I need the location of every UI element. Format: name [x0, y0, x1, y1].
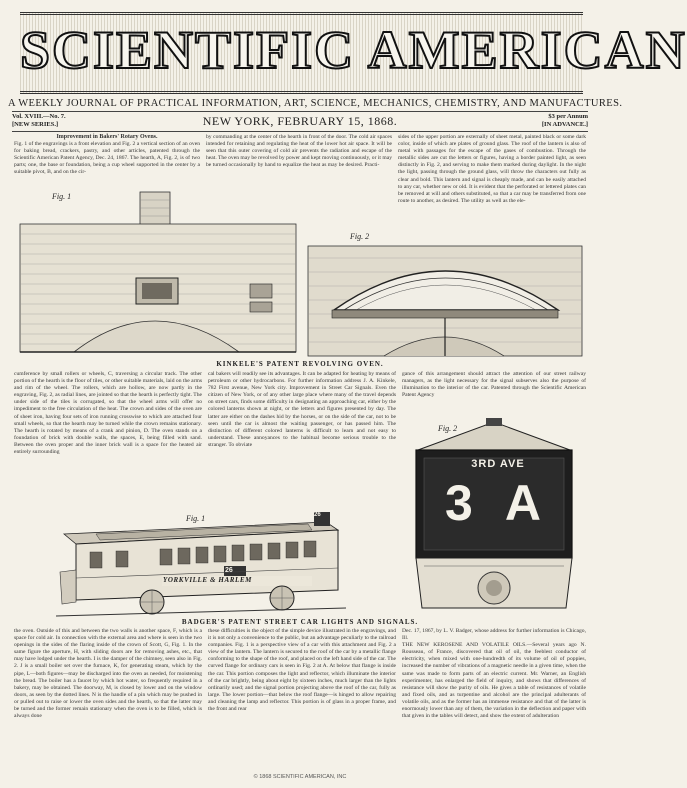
- middle-column-3: [402, 371, 586, 415]
- oven-section-figure: [304, 226, 586, 358]
- series-label: [NEW SERIES.]: [12, 121, 59, 128]
- volume-number: Vol. XVIII.—No. 7.: [12, 113, 66, 120]
- issue-info-bar: [12, 113, 588, 131]
- car-fig1-label: Fig. 1: [186, 514, 206, 523]
- price-info: [542, 113, 588, 129]
- price-per-annum: $3 per Annum: [548, 113, 588, 120]
- car-roof-lantern-number: 26: [314, 512, 321, 518]
- bottom-column-2: [208, 628, 396, 770]
- sign-big-letters: 3 A: [445, 475, 551, 531]
- dateline: NEW YORK, FEBRUARY 15, 1868.: [202, 114, 398, 128]
- bottom-column-1: [14, 628, 202, 770]
- article-column-3: [398, 134, 586, 204]
- oven-fig2-label: Fig. 2: [350, 232, 370, 241]
- signal-caption: BADGER'S PATENT STREET CAR LIGHTS AND SIGNALS.: [181, 618, 419, 626]
- street-car-figure: [56, 512, 346, 620]
- oven-article-text-2: by commanding at the center of the hearth in front of the door. The cold air spaces intended for retaining and regulating the heat of the lower hot air space. It will be seen that this outer covering of cold air prevents the radiation and escape of the heat. The oven may be revolved by power and kept moving continuously, or it may be turned occasionally by hand to equalize the heat as may be desired. Practi-: [206, 134, 392, 169]
- copyright-footer: © 1868 SCIENTIFIC AMERICAN, INC: [253, 774, 347, 780]
- signal-article-text-3: these difficulties is the object of the simple device illustrated in the engravings, and it is not only a convenience to the public, but an advantage peculiarly to the railroad companies. Fig. 1 is a perspective view of a car with this attachment and Fig. 2 a view of the lantern. The lantern is secured to the roof of the car by a metallic flange conforming to the shape of the roof, and placed on the left hand side of the car. The curved flange for ordinary cars is seen in Fig. 2 at A. At below that flange is inside the car. This portion composes the light and reflector, which illuminate the interior of the car brightly, being about eight by sixteen inches, much larger than the lights ordinarily used; and the signal portion projecting above the roof of the car, fully as large. The lower portion—that below the roof flange—is hinged to allow repairing and cleaning the lamp and reflector. This portion is of glass in a proper frame, and the front and rear: [208, 628, 396, 713]
- kerosene-article-text: THE NEW KEROSENE AND VOLATILE OILS.—Several years ago N. Rousseau, of France, discovered that oil of oil, the feeblest conductor of electricity, when mixed with one-hundredth of its volume of oil of poppies, increased the number of vibrations of a magnetic needle in a given time, when the same was made to form parts of an electric current. Mr. Warner, an English experimenter, has enlarged the field of inquiry, and shows that differences of resistance will show the purity of oils. He gives a table of resistances of volatile and fixed oils, and as turpentine and alcohol are the principal adulterants of volatile oils, and as the former has an immense resistance and that of the latter is enormously lower than any of them, the variation in the deflection and paper with that given in the tables will detect, and show the extent of adulteration: [402, 642, 586, 720]
- oven-fig1-label: Fig. 1: [52, 192, 72, 201]
- top-rule: [12, 111, 588, 112]
- oven-article-heading: Improvement in Bakers' Rotary Ovens.: [56, 134, 158, 140]
- car-route-label: YORKVILLE & HARLEM: [163, 576, 252, 584]
- bottom-column-3: [402, 628, 586, 770]
- street-car-article-text: cal bakers will readily see its advantages. It can be adapted for heating by means of petroleum or other hydrocarbons. For further information address J. A. Kinkele, 782 First avenue, New York city. Improvement in Street Car Signals. Even the citizen of New York, or of any other large place where many of the travel depends on street cars, finds some difficulty in designating an approaching car, either by the colored lanterns shown at night, or the letters and figures presented by day. The latter are either on the dashes hid by the horses, or on the side of the car, not to be seen until the car is almost the waiting passenger, or has passed him. The distinction of different colored lanterns is difficult to learn and not easy to understand. These annoyances to the habitual become serious trouble to the stranger. To obviate: [208, 371, 396, 448]
- dateline-rule: [12, 131, 588, 132]
- masthead: [20, 4, 687, 96]
- article-column-1: [14, 134, 200, 194]
- article-column-2: [206, 134, 392, 194]
- price-advance: [IN ADVANCE.]: [541, 121, 588, 128]
- sign-fig2-label: Fig. 2: [438, 424, 458, 433]
- masthead-title: SCIENTIFIC AMERICAN: [20, 20, 687, 80]
- oven-caption: KINKELE'S PATENT REVOLVING OVEN.: [216, 360, 384, 368]
- middle-column-1: [14, 371, 202, 517]
- oven-front-elevation-figure: [14, 190, 304, 358]
- signal-article-text-2: gance of this arrangement should attract the attention of our street railway managers, as the light necessary for the signal subserves also the purpose of illumination to the interior of the car. Patented through the Scientific American Patent Agency: [402, 371, 586, 399]
- masthead-subtitle: A WEEKLY JOURNAL OF PRACTICAL INFORMATION, ART, SCIENCE, MECHANICS, CHEMISTRY, AND MANUFACTURES.: [8, 98, 623, 109]
- middle-column-2: [208, 371, 396, 517]
- signal-patent-note: Dec. 17, 1867, by L. V. Badger, whose address for further information is Chicago, Ill.: [402, 628, 586, 642]
- sign-top-line: 3RD AVE: [471, 458, 525, 470]
- oven-article-text-1: Fig. 1 of the engravings is a front elevation and Fig. 2 a vertical section of an oven for baking bread, crackers, pastry, and other articles, patented through the Scientific American Patent Agency, Dec. 24, 1867. The hearth, A, Fig. 2, is of two parts; one, the base or foundation, being a cup wheel supported in the center by a suitable pivot, B, and on the cir-: [14, 141, 200, 176]
- signal-article-text-1: sides of the upper portion are externally of sheet metal, painted black or some dark color, inside of which are plates of ground glass. The roof of the lantern is also of metal with passages for the escape of the gases of combustion. Through the metallic sides are cut the letters or figures, having a border painted light, as seen distinctly in Fig. 2, and serving to make them marked during daylight. In the night the light, passing through the ground glass, will throw the characters out fully as clear and bold. This lantern and signal is cheaply made, and can be easily attached to any car, whether new or old. It is evident that the perforated or lettered plates can be removed at will and others substituted, so that a car may be transferred from one route to another, as desired. The utility as well as the ele-: [398, 134, 586, 204]
- oven-article-text-4: the oven. Outside of this and between the two walls is another space, F, which is a space for cold air. In connection with the external area and where is seen in the two openings in the sides of the flaring inside of the crown of Scott, G, Fig. 1. In the same figure the aperture, H, with sliding doors are for removing ashes, etc., that may have lodged under the hearth. I is the damper of the chimney, seen also in Fig. 2. J is a small boiler set over the furnace, K, for generating steam, which by the pipe, L—both figures—may be discharged into the oven as needed, for moistening the bread. The boiler has a faucet by which hot water, so frequently required in a bakery, may be obtained. The doorway, M, is closed by lower and on the window doors, as seen by the dotted lines. N is the handle of a pin which may be pushed in or pulled out to raise or lower the oven sides and the hearth, so that the latter may be turned and the former remain stationary when the oven is to be filled, which is always done: [14, 628, 202, 720]
- oven-article-text-3: cumference by small rollers or wheels, C, traversing a circular track. The other portion of the hearth is the floor of tiles, or other suitable materials, laid on the arms and rim of the wheel. The rollers, which are hollow, are now partly in the engraving, Fig. 2, as radial lines, are jointed so that the hearth is perfectly tight. The under side of the tiles is corrugated, so that the wheel arms will offer no impediment to the free circulation of the heat. The crown and sides of the oven are of sheet iron, having four sets of iron running crosswise to which are attached four small wheels, so that the hearth may be turned while the crown remains stationary. The hearth is rotated by means of a crank and pinion, D. The oven stands on a foundation of brick with double walls, the spaces, E, being filled with sand. Between the oven proper and the inner brick wall is a space for the heated air entirely surrounding: [14, 371, 202, 456]
- car-number-badge: 26: [225, 567, 233, 574]
